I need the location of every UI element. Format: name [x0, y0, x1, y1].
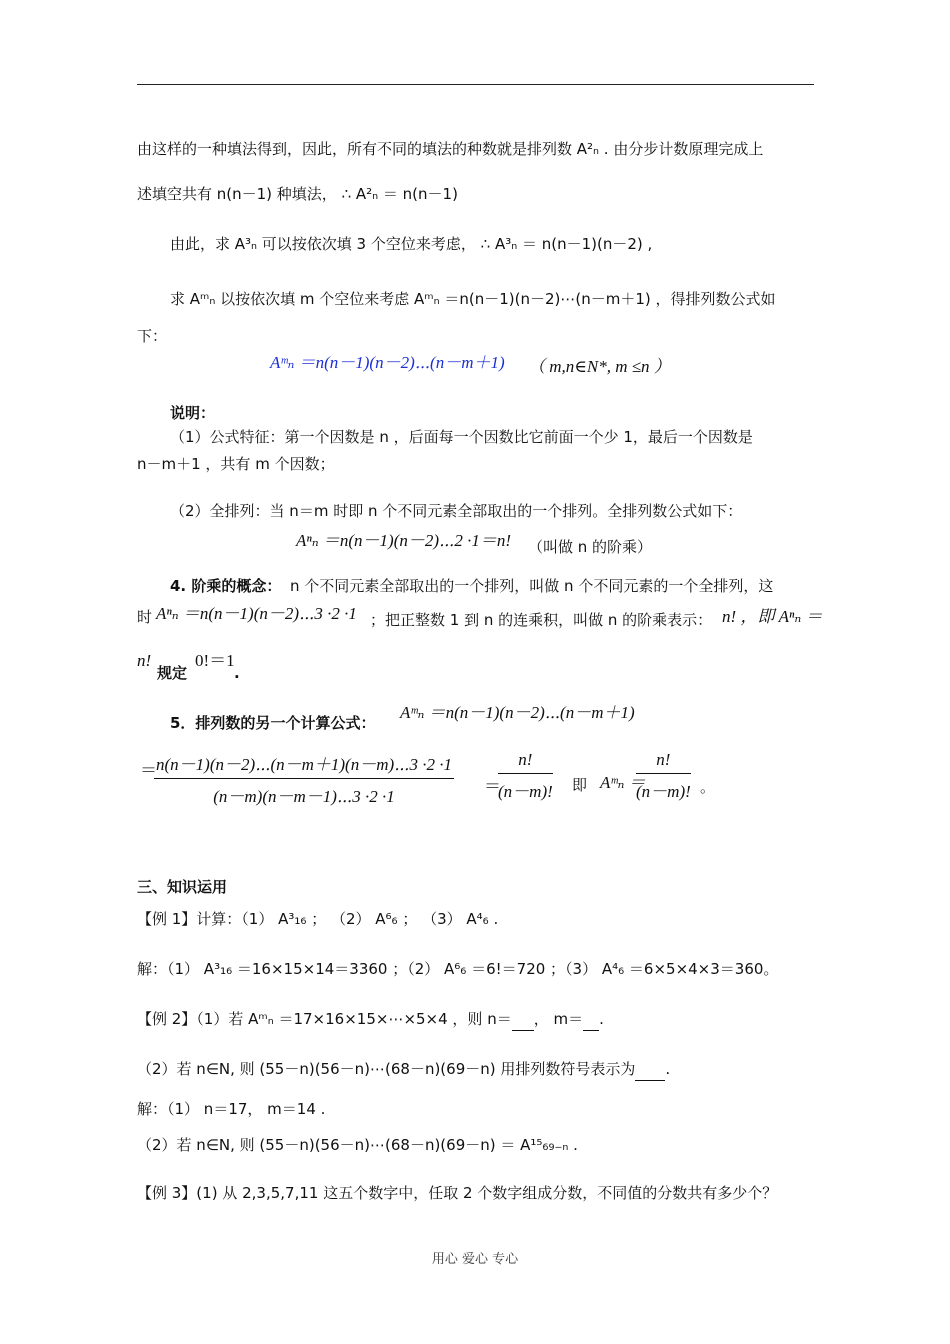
ji-label: 即: [572, 776, 588, 794]
section-5-formula: Aᵐₙ ＝n(n－1)(n－2)⋯(n－m＋1): [400, 703, 635, 722]
solution-2a: 解：（1） n＝17， m＝14 .: [137, 1100, 326, 1118]
line-4: 求 Aᵐₙ 以按依次填 m 个空位来考虑 Aᵐₙ ＝n(n－1)(n－2)⋯(n－m＋1) ，得排列数公式如: [170, 290, 776, 308]
equals-2: ＝: [484, 777, 501, 796]
factorial-expansion: Aⁿₙ ＝n(n－1)(n－2)⋯3 ·2 ·1: [156, 604, 357, 623]
fraction-factorial-numerator: n!: [498, 750, 553, 774]
zero-factorial: 0!＝1: [195, 651, 235, 670]
note-heading: 说明：: [170, 404, 216, 422]
example-1-solution: 解：（1） A³₁₆ ＝16×15×14＝3360 ；（2） A⁶₆ ＝6!＝720 ；（3） A⁴₆ ＝6×5×4×3＝360。: [137, 960, 779, 978]
fraction-final-numerator: n!: [636, 750, 691, 774]
fraction-factorial: [498, 750, 553, 802]
line-2: 述填空共有 n(n－1) 种填法， ∴ A²ₙ ＝ n(n－1): [137, 185, 458, 203]
section-4-line-b-pre: 时: [137, 608, 153, 626]
permutation-formula: Aᵐₙ ＝n(n－1)(n－2)⋯(n－m＋1): [270, 353, 505, 372]
example-2b: [137, 1058, 670, 1081]
page-footer: 用心 爱心 专心: [431, 1252, 519, 1267]
fraction-factorial-denominator: (n－m)!: [498, 782, 553, 801]
section-4-line-a: n 个不同元素全部取出的一个排列，叫做 n 个不同元素的一个全排列，这: [290, 577, 774, 595]
fraction-expanded-numerator: n(n－1)(n－2)⋯(n－m＋1)(n－m)⋯3 ·2 ·1: [154, 750, 454, 779]
example-1: 【例 1】计算：（1） A³₁₆ ； （2） A⁶₆ ； （3） A⁴₆ .: [137, 910, 499, 928]
note-2: （2）全排列：当 n＝m 时即 n 个不同元素全部取出的一个排列。全排列数公式如下：: [170, 502, 743, 520]
example-3: 【例 3】(1) 从 2,3,5,7,11 这五个数字中，任取 2 个数字组成分数，不同值的分数共有多少个？: [137, 1184, 778, 1202]
example-2b-end: .: [665, 1060, 671, 1078]
section-4-line-b-end: n! ，即 Aⁿₙ ＝: [722, 607, 823, 626]
note-2-tail: （叫做 n 的阶乘）: [528, 538, 653, 556]
full-permutation-formula: Aⁿₙ ＝n(n－1)(n－2)⋯2 ·1＝n!: [296, 531, 511, 550]
blank-m: [583, 1008, 599, 1031]
fraction-final-denominator: (n－m)!: [636, 782, 691, 801]
line-5: 下：: [137, 327, 168, 345]
formula-condition: （ m,n∈N*, m ≤n ）: [528, 357, 671, 376]
end-mark: 。: [700, 778, 716, 796]
example-2b-pre: （2）若 n∈N, 则 (55－n)(56－n)⋯(68－n)(69－n) 用排列数符号表示为: [137, 1060, 636, 1078]
section-4-line-b-mid: ；把正整数 1 到 n 的连乘积，叫做 n 的阶乘表示：: [370, 611, 713, 629]
fraction-final: [636, 750, 691, 802]
fraction-3-prefix: Aᵐₙ ＝: [600, 773, 646, 792]
section-4-heading: 4. 阶乘的概念：: [170, 577, 282, 595]
example-2a-pre: 【例 2】（1）若 Aᵐₙ ＝17×16×15×⋯×5×4 ，则 n＝: [137, 1010, 512, 1028]
fraction-expanded: [154, 750, 454, 807]
section-3-heading: 三、知识运用: [137, 878, 228, 896]
define-label: 规定: [157, 664, 188, 682]
blank-n: [512, 1008, 534, 1031]
example-2a-end: .: [599, 1010, 604, 1028]
example-2a: [137, 1008, 604, 1031]
header-rule: [137, 84, 814, 85]
blank-answer: [635, 1058, 665, 1081]
line-1: 由这样的一种填法得到，因此，所有不同的填法的种数就是排列数 A²ₙ . 由分步计数原理完成上: [137, 140, 764, 158]
note-1b: n－m＋1 ，共有 m 个因数；: [137, 455, 335, 473]
equals-1: ＝: [140, 761, 157, 780]
example-2a-mid: ， m＝: [533, 1010, 584, 1028]
n-factorial: n!: [137, 651, 152, 670]
line-3: 由此，求 A³ₙ 可以按依次填 3 个空位来考虑， ∴ A³ₙ ＝ n(n－1)(n－2) ,: [170, 235, 653, 253]
note-1a: （1）公式特征：第一个因数是 n ，后面每一个因数比它前面一个少 1，最后一个因数是: [170, 428, 753, 446]
period: .: [234, 664, 240, 682]
solution-2b: （2）若 n∈N, 则 (55－n)(56－n)⋯(68－n)(69－n) ＝ A¹⁵₆₉₋ₙ .: [137, 1136, 578, 1154]
section-5-heading: 5．排列数的另一个计算公式：: [170, 714, 376, 732]
fraction-expanded-denominator: (n－m)(n－m－1)⋯3 ·2 ·1: [213, 787, 395, 806]
